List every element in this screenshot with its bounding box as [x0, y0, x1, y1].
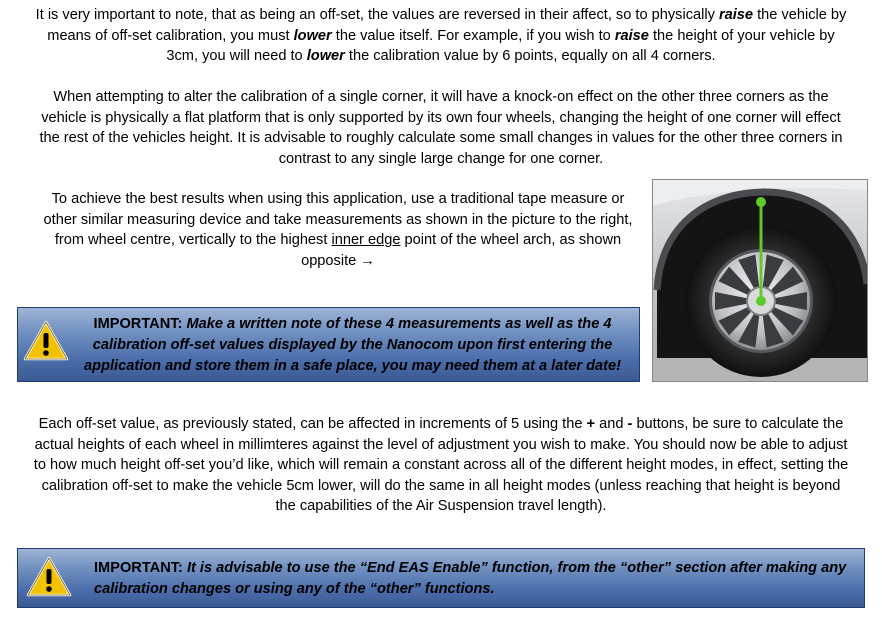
para1-emphasis-raise-2: raise [614, 27, 649, 44]
para1-emphasis-raise: raise [718, 7, 754, 23]
warning-triangle-icon [26, 556, 72, 603]
measurement-top-point [756, 197, 766, 207]
important-note-measurements [17, 307, 640, 382]
warning1-body: Make a written note of these 4 measurements as well as the 4 calibration off-set values displayed by the Nanocom upon first entering the application and store them in a safe place, you may need them at a later date! [84, 316, 621, 374]
para1-part1: It is very important to note, that as being an off-set, the values are reversed in their affect, so to physically [35, 7, 719, 23]
para3-part1: To achieve the best results when using this application, use a traditional tape measure or other similar measuring device and take measurements as shown in the picture to the right, from wheel centre, vertically to the highest [43, 191, 633, 248]
intro-paragraph [30, 5, 852, 67]
para3-part2: point of the wheel arch, as shown opposite → [301, 232, 622, 269]
para4-part2: and [595, 416, 628, 432]
warning2-text [94, 558, 854, 600]
para1-part5: the calibration value by 6 points, equally on all 4 corners. [344, 48, 716, 64]
important-note-end-eas [17, 548, 865, 608]
inner-edge-underlined: inner edge [331, 232, 401, 248]
wheel-illustration [653, 180, 867, 381]
para1-emphasis-lower: lower [293, 27, 332, 44]
warning2-body: It is advisable to use the “End EAS Enable” function, from the “other” section after making any calibration changes or using any of the “other” functions. [94, 560, 847, 597]
para4-part1: Each off-set value, as previously stated, can be affected in increments of 5 using the [38, 416, 587, 432]
wheel-arch-photo [652, 179, 868, 382]
single-corner-paragraph: When attempting to alter the calibration of a single corner, it will have a knock-on effect on the other three corners as the vehicle is physically a flat platform that is only supported by its own four wheels, changing the height of one corner will effect the rest of the vehicles height. It is advisable to roughly calculate some small changes in values for the other three corners in contrast to any single large change for one corner. [39, 89, 843, 167]
warning1-text [70, 314, 635, 377]
para1-emphasis-lower-2: lower [306, 48, 345, 64]
measurement-centre-point [756, 296, 766, 306]
warning2-label: IMPORTANT: [94, 560, 183, 576]
minus-symbol: - [627, 416, 633, 432]
para1-part2: the vehicle by means of off-set calibration, you must [47, 7, 847, 44]
warning-triangle-icon [23, 320, 69, 367]
plus-symbol: + [586, 416, 596, 432]
offset-increments-paragraph [30, 414, 852, 517]
para4-part3: buttons, be sure to calculate the actual heights of each wheel in millimteres against the level of adjustment you wish to make. You should now be able to adjust to how much height off-set you’d like, which will remain a constant across all of the different height modes, in effect, setting the calibration off-set to make the vehicle 5cm lower, will do the same in all height modes (unless reaching that height is beyond the capabilities of the Air Suspension travel length). [33, 416, 849, 514]
measurement-paragraph [38, 189, 638, 271]
para1-part3: the value itself. For example, if you wish to [331, 27, 615, 44]
para1-part4: the height of your vehicle by 3cm, you will need to [166, 27, 835, 64]
warning1-label: IMPORTANT: [93, 316, 183, 332]
